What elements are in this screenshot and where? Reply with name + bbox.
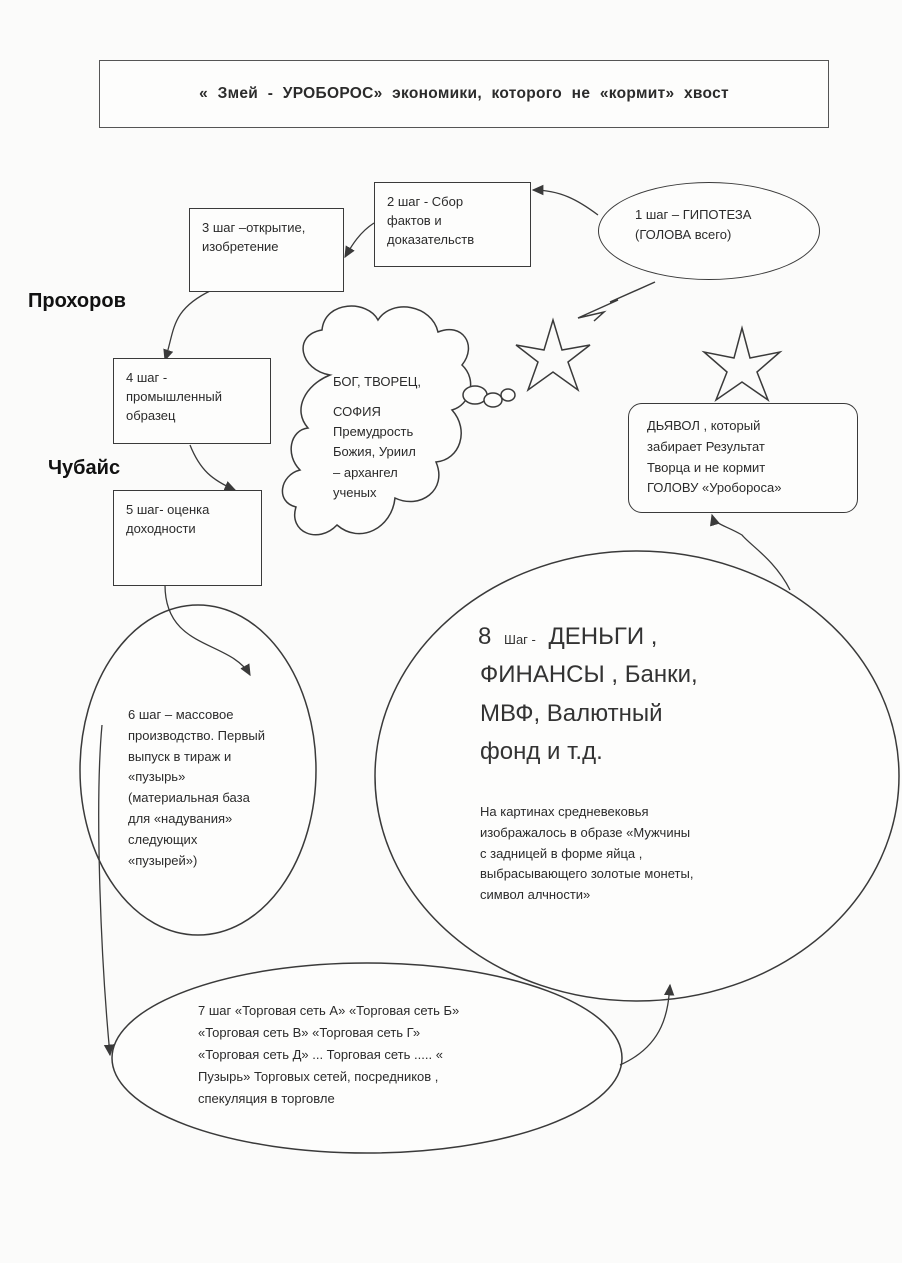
step7-text [198,1000,459,1110]
step8-number: 8 [478,623,492,650]
step7-line: Пузырь» Торговых сетей, посредников , [198,1069,439,1085]
step2-box [374,182,531,267]
step8-desc-line: изображалось в образе «Мужчины [480,824,691,840]
step2-line: 2 шаг - Сбор [387,194,464,209]
cloud-line: СОФИЯ [333,404,381,420]
step2-line: доказательств [387,231,475,247]
step5-box [113,490,262,586]
step8-description [480,802,790,906]
step8-desc-line: с задницей в форме яйца , [480,845,643,861]
step3-line: 3 шаг –открытие, [202,220,306,235]
step4-line: образец [126,407,176,423]
step7-line: 7 шаг «Торговая сеть А» «Торговая сеть Б» [198,1003,460,1018]
step6-line: «пузырей») [128,852,198,868]
cloud-line: Премудрость [333,424,414,440]
step6-line: следующих [128,831,198,847]
cloud-line: Божия, Уриил [333,444,416,460]
step7-line: «Торговая сеть В» «Торговая сеть Г» [198,1025,421,1041]
arrow-2-to-3 [345,223,374,257]
step4-box [113,358,271,444]
cloud-line: – архангел [333,464,398,480]
step1-oval [598,182,820,280]
label-chubais: Чубайс [48,457,121,479]
step5-line: доходности [126,520,196,536]
devil-line: забирает Результат [647,438,765,454]
devil-line: Творца и не кормит [647,459,766,475]
step6-line: «пузырь» [128,769,186,785]
star-icon [516,320,590,390]
step5-line: 5 шаг- оценка [126,502,210,517]
cloud-line: БОГ, ТВОРЕЦ, [333,374,422,389]
step7-line: «Торговая сеть Д» ... Торговая сеть ..... « [198,1047,443,1063]
arrow-4-to-5 [190,445,235,490]
step3-line: изобретение [202,238,279,254]
step6-line: 6 шаг – массовое [128,707,234,722]
step8-heading-line: ДЕНЬГИ , [548,623,658,650]
step1-line: (ГОЛОВА всего) [635,227,732,243]
step4-line: промышленный [126,388,222,404]
arrow-3-to-4 [165,290,212,360]
step3-box [189,208,344,292]
step8-desc-line: символ алчности» [480,887,591,903]
step8-word: Шаг - [504,632,536,647]
step6-text [128,705,265,871]
cloud-line: ученых [333,484,377,500]
page-title: « Змей - УРОБОРОС» экономики, которого не «кормит» хвост [99,60,829,128]
step2-line: фактов и [387,212,442,228]
devil-box [628,403,858,513]
step4-line: 4 шаг - [126,370,168,385]
cloud-line [333,392,421,402]
lightning-icon [578,282,655,321]
label-prokhorov: Прохоров [28,290,126,312]
step8-desc-line: На картинах средневековья [480,804,649,819]
arrow-1-to-2 [533,190,598,215]
step6-line: производство. Первый [128,727,265,743]
step8-heading-line: ФИНАНСЫ , Банки, [480,661,698,689]
step1-line: 1 шаг – ГИПОТЕЗА [635,207,752,222]
devil-line: ГОЛОВУ «Уробороса» [647,480,782,496]
devil-line: ДЬЯВОЛ , который [647,418,761,433]
step7-line: спекуляция в торговле [198,1091,335,1107]
star-icon [704,328,780,400]
step6-line: для «надувания» [128,810,233,826]
cloud-text [333,372,421,503]
step6-line: (материальная база [128,790,250,806]
step8-heading-line: МВФ, Валютный [480,699,663,727]
step6-line: выпуск в тираж и [128,748,232,764]
step8-heading [478,618,778,772]
step8-heading-line: фонд и т.д. [480,738,603,766]
step8-desc-line: выбрасывающего золотые монеты, [480,866,694,882]
